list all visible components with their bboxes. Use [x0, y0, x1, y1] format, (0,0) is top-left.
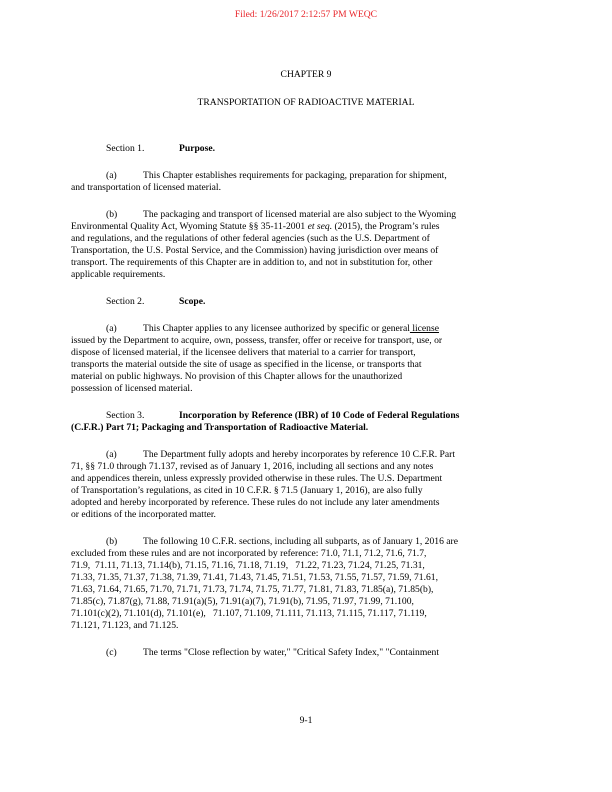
section-title: Purpose. [179, 143, 215, 154]
section-title: (C.F.R.) Part 71; Packaging and Transportation of Radioactive Material. [71, 422, 369, 433]
text-line: and transportation of licensed material. [71, 182, 221, 193]
section-title: Incorporation by Reference (IBR) of 10 Code of Federal Regulations [179, 410, 460, 421]
page-number: 9-1 [299, 715, 313, 726]
paragraph-marker: (a) [106, 170, 117, 181]
paragraph-marker: (a) [106, 449, 117, 460]
text-line: dispose of licensed material, if the licensee delivers that material to a carrier for transport, [71, 347, 416, 358]
text-line: possession of licensed material. [71, 383, 193, 394]
text-line: material on public highways. No provision of this Chapter allows for the unauthorized [71, 371, 403, 382]
text-line: 71.33, 71.35, 71.37, 71.38, 71.39, 71.41, 71.43, 71.45, 71.51, 71.53, 71.55, 71.57, 71.59, 71.61, [71, 572, 438, 583]
text-line: or editions of the incorporated matter. [71, 509, 216, 520]
text-line: The Department fully adopts and hereby incorporates by reference 10 C.F.R. Part [143, 449, 455, 460]
paragraph-marker: (b) [106, 536, 118, 547]
paragraph-marker: (b) [106, 209, 118, 220]
section-label: Section 2. [106, 296, 145, 307]
paragraph-marker: (c) [106, 647, 117, 658]
text-line: 71.63, 71.64, 71.65, 71.70, 71.71, 71.73, 71.74, 71.75, 71.77, 71.81, 71.83, 71.85(a), 71.85(b), [71, 584, 434, 595]
text-line: 71.101(c)(2), 71.101(d), 71.101(e), 71.107, 71.109, 71.111, 71.113, 71.115, 71.117, 71.119, [71, 608, 427, 619]
underlined-text: license [409, 323, 439, 334]
chapter-number: CHAPTER 9 [280, 69, 332, 80]
text-line: Transportation, the U.S. Postal Service, and the Commission) having jurisdiction over means of [71, 245, 439, 256]
paragraph-marker: (a) [106, 323, 117, 334]
text-segment: Environmental Quality Act, Wyoming Statute §§ 35-11-2001 [71, 221, 308, 232]
section-label: Section 3. [106, 410, 145, 421]
text-line: adopted and hereby incorporated by reference. These rules do not include any later amendments [71, 497, 440, 508]
text-segment: This Chapter applies to any licensee authorized by specific or general [143, 323, 410, 334]
italic-text: et seq. [307, 221, 333, 232]
text-line: 71, §§ 71.0 through 71.137, revised as of January 1, 2016, including all sections and any notes [71, 461, 434, 472]
text-line: This Chapter establishes requirements for packaging, preparation for shipment, [143, 170, 447, 181]
text-line: The packaging and transport of licensed material are also subject to the Wyoming [143, 209, 457, 220]
text-line: 71.121, 71.123, and 71.125. [71, 620, 179, 631]
chapter-title: TRANSPORTATION OF RADIOACTIVE MATERIAL [197, 97, 415, 108]
text-line [71, 221, 439, 232]
section-title: Scope. [179, 296, 206, 307]
text-line: The following 10 C.F.R. sections, including all subparts, as of January 1, 2016 are [143, 536, 458, 547]
text-line: transports the material outside the site of usage as specified in the license, or transports that [71, 359, 422, 370]
text-line: excluded from these rules and are not incorporated by reference: 71.0, 71.1, 71.2, 71.6, 71.7, [71, 548, 427, 559]
filed-stamp: Filed: 1/26/2017 2:12:57 PM WEQC [234, 9, 378, 20]
text-line [143, 323, 439, 334]
text-line: and appendices therein, unless expressly provided otherwise in these rules. The U.S. Department [71, 473, 443, 484]
text-line: issued by the Department to acquire, own, possess, transfer, offer or receive for transport, use, or [71, 335, 443, 346]
text-line: transport. The requirements of this Chapter are in addition to, and not in substitution for, other [71, 257, 433, 268]
text-line: applicable requirements. [71, 269, 166, 280]
text-line: of Transportation’s regulations, as cited in 10 C.F.R. § 71.5 (January 1, 2016), are also fully [71, 485, 423, 496]
text-line: The terms "Close reflection by water," "Critical Safety Index," "Containment [143, 647, 440, 658]
section-label: Section 1. [106, 143, 145, 154]
text-segment: (2015), the Program’s rules [332, 221, 440, 232]
text-line: 71.9, 71.11, 71.13, 71.14(b), 71.15, 71.16, 71.18, 71.19, 71.22, 71.23, 71.24, 71.25, 71.31, [71, 560, 425, 571]
text-line: 71.85(c), 71.87(g), 71.88, 71.91(a)(5), 71.91(a)(7), 71.91(b), 71.95, 71.97, 71.99, 71.100, [71, 596, 414, 607]
text-line: and regulations, and the regulations of other federal agencies (such as the U.S. Department of [71, 233, 430, 244]
